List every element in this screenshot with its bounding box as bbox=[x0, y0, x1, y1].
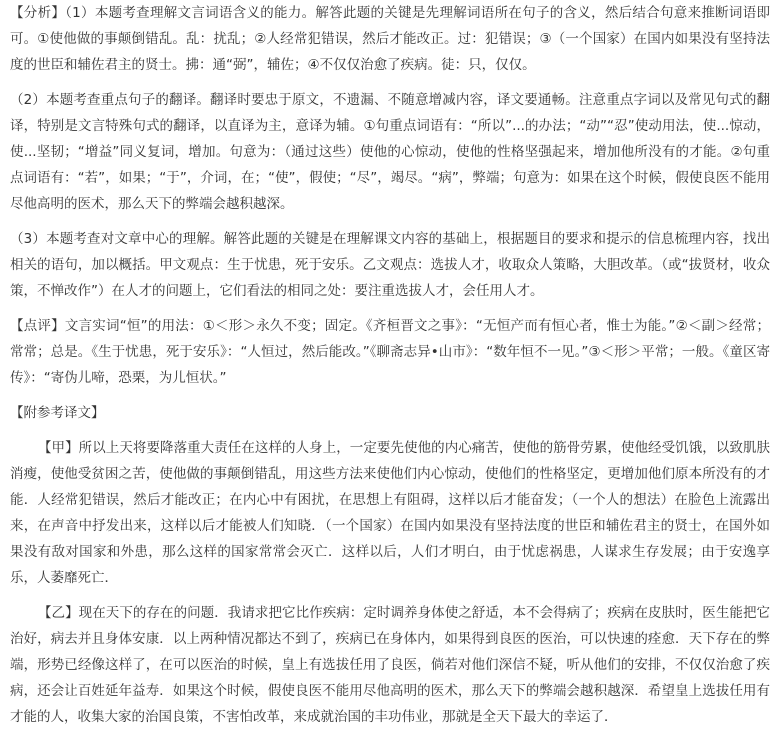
spacer bbox=[10, 217, 770, 226]
translation-jia: 【甲】所以上天将要降落重大责任在这样的人身上，一定要先使他的内心痛苦，使他的筋骨劳累，使他经受饥饿，以致肌肤消瘦，使他受贫困之苦，使他做的事颠倒错乱，用这些方法来使他们内心惊动，使他们的性格坚定，更增加他们原本所没有的才能．人经常犯错误，然后才能改正；在内心中有困扰，在思想上有阻碍，这样以后才能奋发；（一个人的想法）在脸色上流露出来，在声音中抒发出来，这样以后才能被人们知晓．（一个国家）在国内如果没有坚持法度的世臣和辅佐君主的贤士，在国外如果没有敌对国家和外患，那么这样的国家常常会灭亡．这样以后，人们才明白，由于忧虑祸患，人谋求生存发展；由于安逸享乐，人萎靡死亡． bbox=[10, 440, 770, 586]
analysis-paragraph-2: （2）本题考查重点句子的翻译。翻译时要忠于原文，不遗漏、不随意增减内容，译文要通畅。注意重点字词以及常见句式的翻译，特别是文言特殊句式的翻译，以直译为主，意译为辅。①句重点词语有：“所以”...的办法；“动”“忍”使动用法，使...惊动，使...坚韧；“增益”同义复词，增加。句意为：（通过这些）使他的心惊动，使他的性格坚强起来，增加他所没有的才能。②句重点词语有：“若”，如果；“于”，介词，在；“使”，假使；“尽”，竭尽。“病”，弊端；句意为：如果在这个时候，假使良医不能用尽他高明的医术，那么天下的弊端会越积越深。 bbox=[10, 92, 770, 212]
comment-paragraph: 【点评】文言实词“恒”的用法：①＜形＞永久不变；固定。《齐桓晋文之事》：“无恒产而有恒心者，惟士为能。”②＜副＞经常；常常；总是。《生于忧患，死于安乐》：“人恒过，然后能改。”《聊斋志异•山市》：“数年恒不一见。”③＜形＞平常；一般。《童区寄传》：“寄伪儿啼，恐栗，为儿恒状。” bbox=[10, 318, 770, 386]
spacer bbox=[10, 591, 770, 600]
translation-heading: 【附参考译文】 bbox=[10, 405, 105, 421]
analysis-paragraph-3: （3）本题考查对文章中心的理解。解答此题的关键是在理解课文内容的基础上，根据题目的要求和提示的信息梳理内容，找出相关的语句，加以概括。甲文观点：生于忧患，死于安乐。乙文观点：选拔人才，收取众人策略，大胆改革。（或“拔贤材，收众策，不惮改作”）在人才的问题上，它们看法的相同之处：要注重选拔人才，会任用人才。 bbox=[10, 231, 770, 299]
spacer bbox=[10, 304, 770, 313]
translation-yi: 【乙】现在天下的存在的问题．我请求把它比作疾病：定时调养身体使之舒适，本不会得病了；疾病在皮肤时，医生能把它治好，病去并且身体安康．以上两种情况都达不到了，疾病已在身体内，如果得到良医的医治，可以快速的痊愈．天下存在的弊端，形势已经像这样了，在可以医治的时候，皇上有选拔任用了良医，倘若对他们深信不疑，听从他们的安排，不仅仅治愈了疾病，还会让百姓延年益寿．如果这个时候，假使良医不能用尽他高明的医术，那么天下的弊端会越积越深．希望皇上选拔任用有才能的人，收集大家的治国良策，不害怕改革，来成就治国的丰功伟业，那就是全天下最大的幸运了． bbox=[10, 605, 770, 725]
spacer bbox=[10, 391, 770, 400]
spacer bbox=[10, 426, 770, 435]
analysis-paragraph-1: 【分析】（1）本题考查理解文言词语含义的能力。解答此题的关键是先理解词语所在句子的含义，然后结合句意来推断词语即可。①使他做的事颠倒错乱。乱：扰乱；②人经常犯错误，然后才能改正。过：犯错误；③（一个国家）在国内如果没有坚持法度的世臣和辅佐君主的贤士。拂：通“弼”，辅佐；④不仅仅治愈了疾病。徒：只，仅仅。 bbox=[10, 5, 770, 73]
spacer bbox=[10, 78, 770, 87]
